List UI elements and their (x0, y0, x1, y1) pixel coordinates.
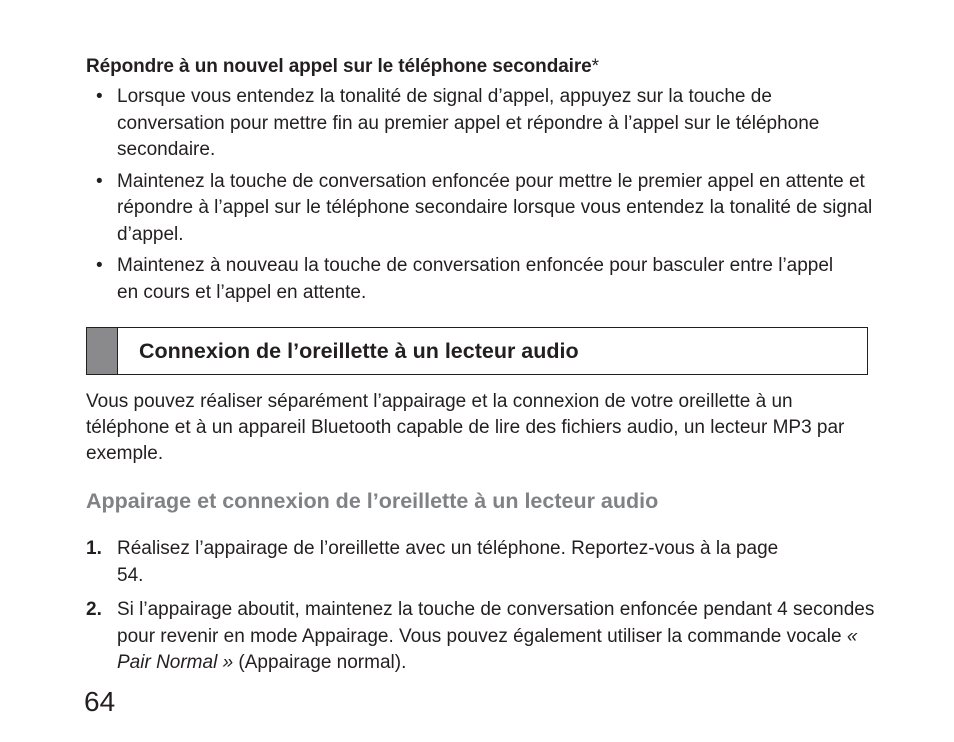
bullet-item (86, 84, 862, 164)
bullet-item (86, 253, 847, 306)
bullet-dot: • (96, 170, 103, 192)
section-title: Connexion de l’oreillette à un lecteur audio (139, 338, 579, 363)
step-list (86, 536, 886, 685)
bullet-dot: • (96, 255, 103, 276)
voice-command: « Pair Normal » (117, 625, 858, 673)
subheading-text: Répondre à un nouvel appel sur le téléphone secondaire (86, 56, 592, 77)
bullet-text: Maintenez la touche de conversation enfoncée pour mettre le premier appel en attente et répondre à l’appel sur le téléphone secondaire lorsque vous entendez la tonalité de signal d’appel. (117, 170, 873, 245)
step-text: Si l’appairage aboutit, maintenez la touche de conversation enfoncée pendant 4 secondes pour revenir en mode Appairage. Vous pouvez également utiliser la commande vocale (117, 599, 875, 647)
bullet-item (86, 169, 877, 249)
step-text: Réalisez l’appairage de l’oreillette avec un téléphone. Reportez-vous à la page 54. (117, 538, 779, 586)
step-item (86, 597, 877, 677)
bullet-list (86, 84, 886, 311)
intro-paragraph: Vous pouvez réaliser séparément l’appairage et la connexion de votre oreillette à un téléphone et à un appareil Bluetooth capable de lire des fichiers audio, un lecteur MP3 par exemple. (86, 391, 845, 464)
section-header (86, 327, 868, 375)
bullet-text: Maintenez à nouveau la touche de conversation enfoncée pour basculer entre l’appel en cours et l’appel en attente. (117, 255, 834, 303)
step-number: 2. (86, 599, 102, 620)
step-text-end: (Appairage normal). (233, 652, 407, 673)
section-tab-marker (87, 328, 118, 374)
step-number: 1. (86, 538, 102, 559)
step-item (86, 536, 807, 589)
bullet-dot: • (96, 86, 103, 107)
subheading-marker: * (591, 56, 599, 77)
bullet-text: Lorsque vous entendez la tonalité de signal d’appel, appuyez sur la touche de conversation pour mettre fin au premier appel et répondre à l’appel sur le téléphone secondaire. (117, 86, 820, 160)
subheading (86, 56, 599, 78)
procedure-heading: Appairage et connexion de l’oreillette à un lecteur audio (86, 489, 659, 513)
page-number: 64 (84, 686, 116, 717)
